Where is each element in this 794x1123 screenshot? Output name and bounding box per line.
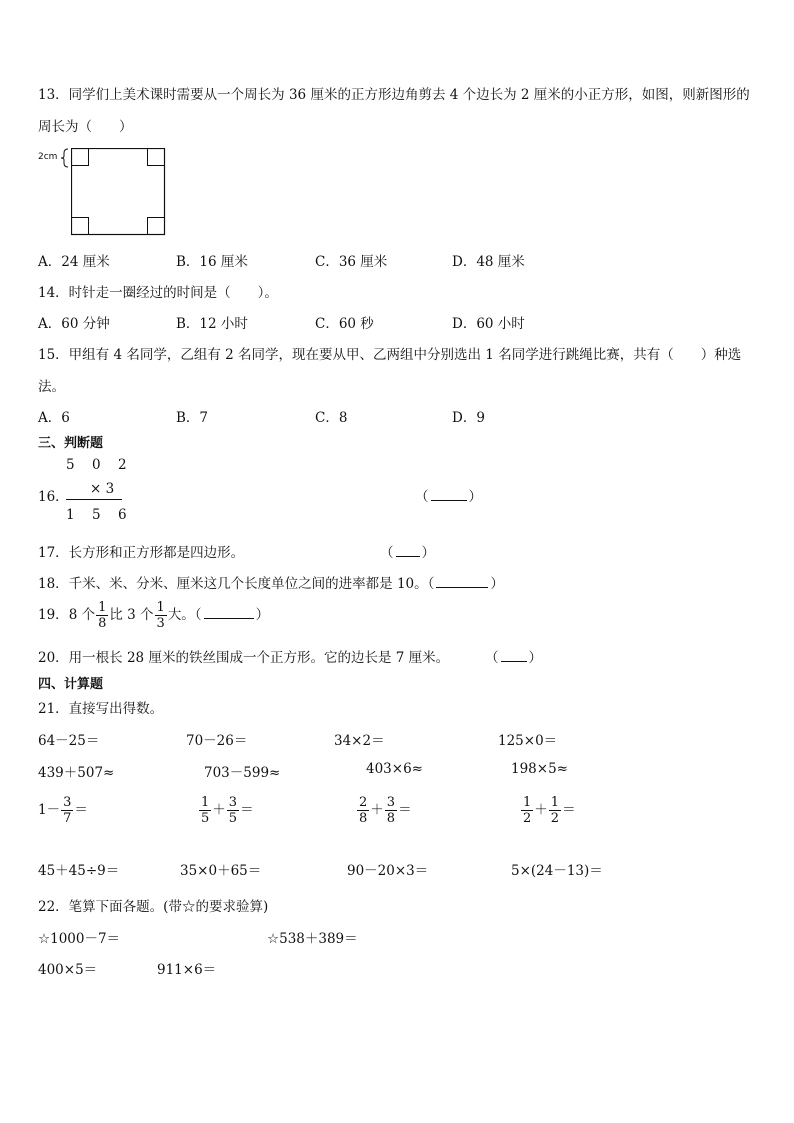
numerator: 1 — [201, 795, 210, 810]
numerator: 1 — [523, 795, 532, 810]
q19-text-c: 大。（ — [167, 607, 202, 623]
answer-blank[interactable] — [431, 487, 467, 501]
paren-close: ） — [421, 545, 435, 561]
q15-option-d[interactable]: D．9 — [452, 410, 485, 426]
numerator: 2 — [359, 795, 368, 810]
fraction — [549, 795, 561, 826]
section-heading-judgement: 三、判断题 — [38, 436, 104, 451]
digit: 5 — [66, 457, 75, 473]
numerator: 1 — [156, 600, 165, 615]
q17-text: 17．长方形和正方形都是四边形。 — [38, 545, 245, 561]
q19-text-a: 8 个 — [68, 607, 96, 623]
fraction — [199, 795, 211, 826]
paren-open: （ — [380, 545, 394, 561]
q13-figure — [38, 148, 173, 240]
calc-fraction-item — [520, 795, 576, 826]
q19-text-b: 比 3 个 — [109, 607, 154, 623]
figure-label: 2cm — [38, 152, 58, 162]
calc-item: 34×2＝ — [334, 733, 385, 749]
fraction-one-eighth — [96, 600, 108, 631]
q14-option-d[interactable]: D．60 小时 — [452, 316, 525, 332]
fraction-one-third — [155, 600, 167, 631]
answer-blank[interactable] — [501, 648, 527, 662]
numerator: 3 — [228, 795, 238, 810]
paren-open: （ — [485, 650, 499, 666]
denominator: 2 — [523, 811, 532, 826]
fraction — [357, 795, 369, 826]
q14-option-b[interactable]: B．12 小时 — [176, 316, 248, 332]
q14-option-c[interactable]: C．60 秒 — [315, 316, 374, 332]
q13-line1: 13．同学们上美术课时需要从一个周长为 36 厘米的正方形边角剪去 4 个边长为 2 厘米的小正方形，如图，则新图形的 — [38, 87, 750, 103]
calc-item: 439＋507≈ — [38, 765, 115, 781]
square-cut-corners-figure — [71, 148, 167, 237]
denominator: 2 — [550, 811, 560, 826]
calc-fraction-item — [198, 795, 254, 826]
fraction — [385, 795, 397, 826]
digit: 2 — [118, 457, 127, 473]
calc-item: 911×6＝ — [157, 962, 217, 978]
calc-text: ＋ — [534, 802, 548, 818]
numerator: 3 — [386, 795, 396, 810]
q19-number: 19． — [38, 607, 69, 623]
calc-fraction-item — [356, 795, 412, 826]
q16-row3 — [66, 507, 144, 523]
paren-close: ） — [490, 576, 504, 592]
q18-text: 18．千米、米、分米、厘米这几个长度单位之间的进率都是 10。（ — [38, 576, 435, 592]
calc-item: 703－599≈ — [204, 765, 281, 781]
denominator: 8 — [98, 616, 107, 631]
q13-option-b[interactable]: B．16 厘米 — [176, 254, 248, 270]
paren-close: ） — [528, 650, 542, 666]
q13-option-c[interactable]: C．36 厘米 — [315, 254, 388, 270]
calc-text: ＋ — [370, 802, 384, 818]
q20-text: 20．用一根长 28 厘米的铁丝围成一个正方形。它的边长是 7 厘米。 — [38, 650, 450, 666]
q13-line2: 周长为（ ） — [38, 119, 133, 135]
digit: 0 — [92, 457, 101, 473]
denominator: 7 — [63, 811, 72, 826]
q16-number: 16． — [38, 489, 69, 505]
denominator: 5 — [201, 811, 210, 826]
calc-item: 90－20×3＝ — [347, 863, 429, 879]
calc-item: ☆538＋389＝ — [267, 931, 358, 947]
calc-item: 125×0＝ — [498, 733, 558, 749]
q15-line1: 15．甲组有 4 名同学，乙组有 2 名同学，现在要从甲、乙两组中分别选出 1 名同学进行跳绳比赛，共有（ ）种选 — [38, 347, 742, 363]
paren-close: ） — [468, 489, 482, 505]
digit: 1 — [66, 507, 75, 523]
calc-item: 35×0＋65＝ — [180, 863, 262, 879]
calc-fraction-item — [38, 795, 88, 826]
fraction — [521, 795, 533, 826]
q22-title: 22．笔算下面各题。(带☆的要求验算) — [38, 899, 269, 915]
answer-blank[interactable] — [204, 605, 254, 619]
q16-row2: × 3 — [90, 481, 115, 497]
calc-text: 1－ — [38, 802, 61, 818]
q21-title: 21．直接写出得数。 — [38, 701, 164, 717]
answer-blank[interactable] — [396, 543, 420, 557]
numerator: 3 — [63, 795, 72, 810]
fraction — [227, 795, 239, 826]
q15-option-c[interactable]: C．8 — [315, 410, 348, 426]
paren-close: ） — [255, 607, 270, 623]
digit: 6 — [118, 507, 127, 523]
calc-item: 5×(24－13)＝ — [511, 863, 603, 879]
denominator: 8 — [359, 811, 368, 826]
denominator: 5 — [228, 811, 238, 826]
denominator: 8 — [386, 811, 396, 826]
numerator: 1 — [550, 795, 560, 810]
calc-text: ＝ — [74, 802, 88, 818]
q20-answer[interactable] — [485, 646, 542, 666]
calc-text: ＋ — [212, 802, 226, 818]
q18-line — [38, 572, 504, 592]
q13-option-d[interactable]: D．48 厘米 — [452, 254, 525, 270]
calc-item: 400×5＝ — [38, 962, 98, 978]
q19-line — [38, 600, 269, 631]
q14-text: 14．时针走一圈经过的时间是（ ）。 — [38, 285, 278, 301]
calc-text: ＝ — [240, 802, 254, 818]
paren-open: （ — [415, 489, 429, 505]
q15-option-a[interactable]: A．6 — [38, 410, 70, 426]
numerator: 1 — [98, 600, 107, 615]
q16-row1 — [66, 457, 144, 473]
calc-item: 64－25＝ — [38, 733, 100, 749]
section-heading-calculation: 四、计算题 — [38, 677, 104, 692]
denominator: 3 — [156, 616, 165, 631]
q15-option-b[interactable]: B．7 — [176, 410, 209, 426]
q17-answer[interactable] — [380, 541, 435, 561]
calc-item: ☆1000－7＝ — [38, 931, 121, 947]
calc-text: ＝ — [562, 802, 576, 818]
digit: 5 — [92, 507, 101, 523]
calc-text: ＝ — [398, 802, 412, 818]
answer-blank[interactable] — [436, 574, 488, 588]
q16-rule — [66, 499, 122, 500]
q13-option-a[interactable]: A．24 厘米 — [38, 254, 110, 270]
q15-line2: 法。 — [38, 379, 65, 395]
fraction — [61, 795, 73, 826]
calc-item: 45＋45÷9＝ — [38, 863, 120, 879]
calc-item: 70－26＝ — [186, 733, 248, 749]
q14-option-a[interactable]: A．60 分钟 — [38, 316, 110, 332]
brace-icon — [60, 148, 70, 168]
calc-item: 403×6≈ — [366, 761, 423, 777]
calc-item: 198×5≈ — [511, 761, 568, 777]
q16-answer[interactable] — [415, 485, 482, 505]
